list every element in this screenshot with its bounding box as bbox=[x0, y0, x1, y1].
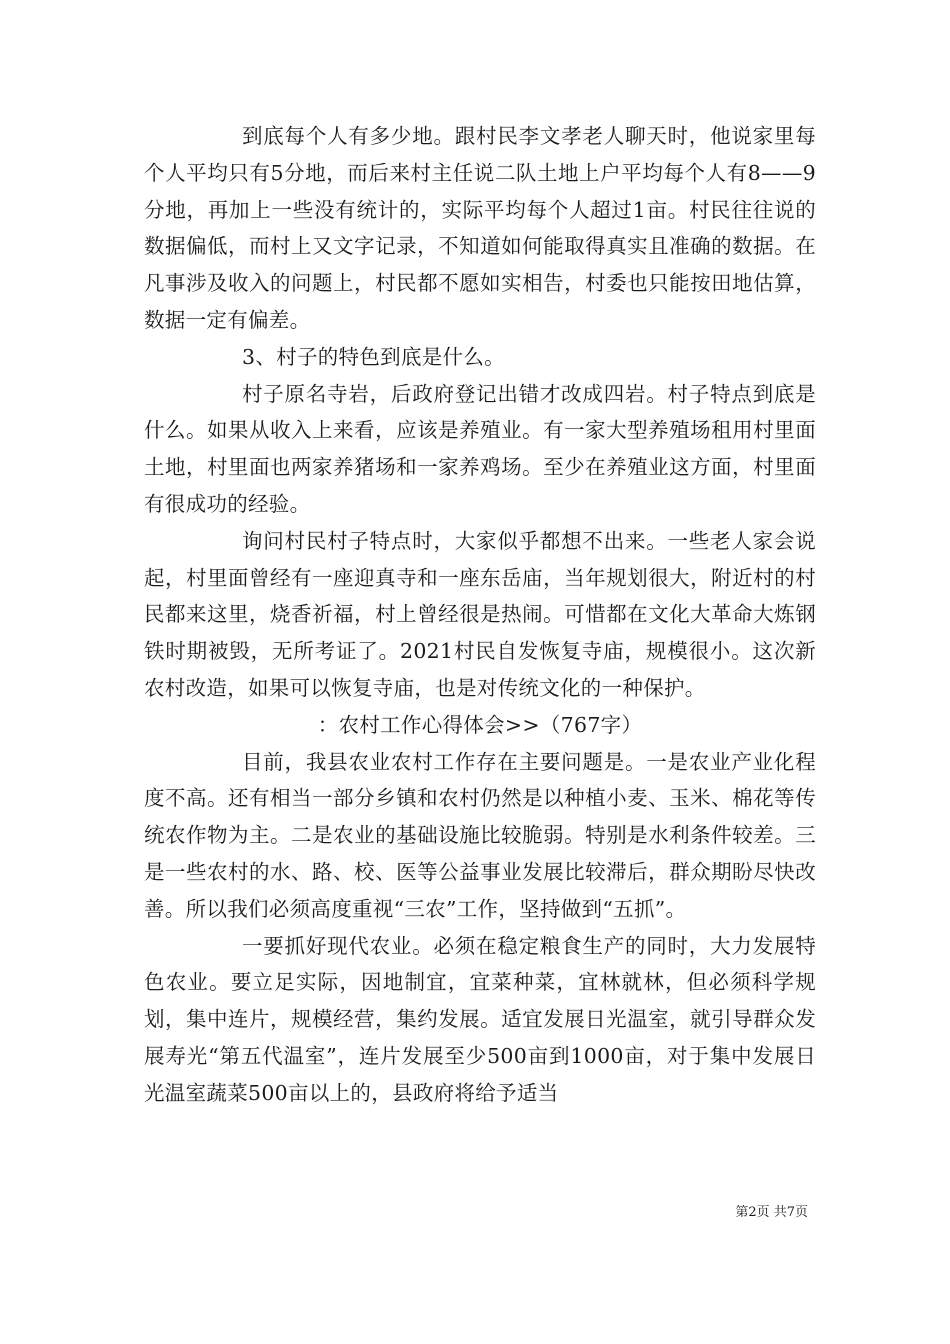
paragraph-village-features: 村子原名寺岩，后政府登记出错才改成四岩。村子特点到底是什么。如果从收入上来看，应该是养殖业。有一家大型养殖场租用村里面土地，村里面也两家养猪场和一家养鸡场。至少在养殖业这方面，村里面有很成功的经验。 bbox=[144, 381, 816, 516]
document-body bbox=[144, 118, 816, 1112]
paragraph-temples: 询问村民村子特点时，大家似乎都想不出来。一些老人家会说起，村里面曾经有一座迎真寺和一座东岳庙，当年规划很大，附近村的村民都来这里，烧香祈福，村上曾经很是热闹。可惜都在文化大革命大炼钢铁时期被毁，无所考证了。2021村民自发恢复寺庙，规模很小。这次新农村改造，如果可以恢复寺庙，也是对传统文化的一种保护。 bbox=[144, 528, 816, 700]
paragraph-main-problems: 目前，我县农业农村工作存在主要问题是。一是农业产业化程度不高。还有相当一部分乡镇和农村仍然是以种植小麦、玉米、棉花等传统农作物为主。二是农业的基础设施比较脆弱。特别是水利条件较差。三是一些农村的水、路、校、医等公益事业发展比较滞后，群众期盼尽快改善。所以我们必须高度重视“三农”工作，坚持做到“五抓”。 bbox=[144, 749, 816, 921]
section-heading: ：农村工作心得体会>>（767字） bbox=[317, 712, 643, 737]
paragraph-section-3-title: 3、村子的特色到底是什么。 bbox=[242, 344, 505, 369]
page-number-footer: 第2页 共7页 bbox=[735, 1205, 808, 1220]
paragraph-land-per-person: 到底每个人有多少地。跟村民李文孝老人聊天时，他说家里每个人平均只有5分地，而后来村主任说二队土地上户平均每个人有8——9分地，再加上一些没有统计的，实际平均每个人超过1亩。村民往往说的数据偏低，而村上又文字记录，不知道如何能取得真实且准确的数据。在凡事涉及收入的问题上，村民都不愿如实相告，村委也只能按田地估算，数据一定有偏差。 bbox=[144, 124, 816, 332]
paragraph-modern-agriculture: 一要抓好现代农业。必须在稳定粮食生产的同时，大力发展特色农业。要立足实际，因地制宜，宜菜种菜，宜林就林，但必须科学规划，集中连片，规模经营，集约发展。适宜发展日光温室，就引导群众发展寿光“第五代温室”，连片发展至少500亩到1000亩，对于集中发展日光温室蔬菜500亩以上的，县政府将给予适当 bbox=[144, 933, 816, 1105]
